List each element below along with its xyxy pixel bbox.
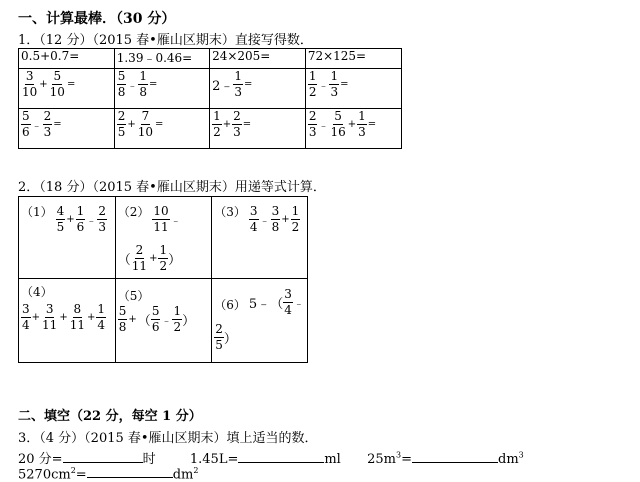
- fraction: $\frac{4}{5}$: [56, 204, 65, 234]
- fraction: $\frac{1}{4}$: [97, 302, 106, 332]
- q2-header: 2．（18 分）（2015 春•雁山区期末）用递等式计算．: [18, 180, 326, 195]
- q1-cell: 1.39﹣0.46=: [114, 49, 209, 69]
- q1-cell: 24×205=: [210, 49, 306, 69]
- fraction: $\frac{2}{11}$: [131, 243, 148, 273]
- q3-item-c-unit-sup: 3: [518, 450, 524, 460]
- fraction: $\frac{3}{4}$: [249, 204, 258, 234]
- q3-item-d-sup: 2: [70, 466, 76, 475]
- section2-heading: 二、填空（22 分，每空 1 分）: [18, 409, 202, 424]
- q2-cell: （1） $\frac{4}{5}$ + $\frac{1}{6}$ ﹣ $\frac{2}{3}$: [19, 197, 116, 279]
- q3-item-d-unit: dm: [172, 467, 194, 482]
- q3-item-d-prefix: 5270cm: [18, 467, 71, 482]
- fraction: $\frac{3}{10}$: [22, 69, 38, 99]
- fraction: $\frac{3}{4}$: [284, 287, 292, 317]
- fraction: $\frac{5}{10}$: [49, 69, 65, 99]
- q3-item-c-sup: 3: [396, 450, 402, 460]
- fraction: $\frac{1}{2}$: [213, 109, 221, 139]
- fraction: $\frac{2}{3}$: [98, 204, 106, 234]
- q2-table: [18, 196, 308, 363]
- q2-tag: （6）: [214, 298, 246, 312]
- answer-blank[interactable]: [238, 462, 324, 463]
- fraction: $\frac{1}{3}$: [330, 69, 339, 99]
- q1-cell: 2﹣ $\frac{1}{3}$ =: [210, 69, 306, 109]
- q1-table: [18, 48, 402, 149]
- q3-item-b-unit: ml: [324, 452, 341, 467]
- fraction: $\frac{2}{3}$: [43, 109, 52, 139]
- q2-tag: （4）: [21, 285, 53, 299]
- q2-tag: （3）: [214, 205, 246, 219]
- fraction: $\frac{1}{6}$: [76, 204, 85, 234]
- fraction: $\frac{3}{11}$: [42, 302, 58, 332]
- q1-cell: $\frac{2}{5}$ + $\frac{7}{10}$ =: [114, 109, 209, 149]
- fraction: $\frac{1}{3}$: [234, 69, 242, 99]
- q3-header: 3．（4 分）（2015 春•雁山区期末）填上适当的数．: [18, 431, 318, 446]
- fraction: $\frac{2}{3}$: [308, 109, 317, 139]
- fraction: $\frac{5}{16}$: [330, 109, 346, 139]
- fraction: $\frac{7}{10}$: [137, 109, 154, 139]
- answer-blank[interactable]: [412, 462, 498, 463]
- q3-item-b-prefix: 1.45L=: [189, 452, 239, 467]
- q1-cell: $\frac{1}{2}$ ﹣ $\frac{1}{3}$ =: [305, 69, 401, 109]
- q2-tag: （1）: [21, 205, 53, 219]
- fraction: $\frac{1}{8}$: [139, 69, 148, 99]
- q2-cell: （4） $\frac{3}{4}$ + $\frac{3}{11}$ + $\frac{8}{11}$ + $\frac{1}{4}$: [19, 279, 116, 363]
- q1-header: 1．（12 分）（2015 春•雁山区期末）直接写得数．: [18, 33, 313, 48]
- q3-item-c-prefix: 25m: [367, 452, 397, 467]
- fraction: $\frac{1}{2}$: [159, 243, 168, 273]
- q1-cell: $\frac{3}{10}$ + $\frac{5}{10}$ =: [19, 69, 115, 109]
- q2-tag: （5）: [117, 289, 150, 303]
- q3-item-c-unit: dm: [498, 452, 519, 467]
- fraction: $\frac{2}{3}$: [233, 109, 241, 139]
- fraction: $\frac{3}{4}$: [22, 302, 30, 332]
- fraction: $\frac{5}{6}$: [151, 304, 160, 334]
- q3-item-c-eq: =: [401, 452, 413, 467]
- q3-line-1: [18, 448, 524, 467]
- fraction: $\frac{2}{5}$: [117, 109, 126, 139]
- fraction: $\frac{3}{8}$: [271, 204, 280, 234]
- q1-cell: $\frac{5}{6}$ ﹣ $\frac{2}{3}$ =: [19, 109, 115, 149]
- fraction: $\frac{1}{2}$: [173, 304, 182, 334]
- q1-cell: $\frac{5}{8}$ ﹣ $\frac{1}{8}$ =: [114, 69, 209, 109]
- q1-cell: 72×125=: [305, 49, 401, 69]
- q1-cell: $\frac{1}{2}$ + $\frac{2}{3}$ =: [210, 109, 306, 149]
- q3-item-a-unit: 时: [142, 452, 156, 467]
- q3-item-a-prefix: 20 分=: [18, 452, 63, 467]
- q2-cell: （3） $\frac{3}{4}$ ﹣ $\frac{3}{8}$ + $\frac{1}{2}$: [212, 197, 308, 279]
- q3-item-d-unit-sup: 2: [193, 466, 199, 475]
- fraction: $\frac{1}{2}$: [291, 204, 300, 234]
- q2-cell: （2） $\frac{10}{11}$ ﹣ （ $\frac{2}{11}$ + $\frac{1}{2}$ ）: [115, 197, 212, 279]
- fraction: $\frac{5}{6}$: [22, 109, 30, 139]
- answer-blank[interactable]: [87, 477, 173, 478]
- fraction: $\frac{1}{3}$: [358, 109, 366, 139]
- q2-cell: （5） $\frac{5}{8}$ + （ $\frac{5}{6}$ ﹣ $\frac{1}{2}$ ）: [115, 279, 212, 363]
- section1-heading: 一、计算最棒．（30 分）: [18, 11, 176, 27]
- fraction: $\frac{8}{11}$: [69, 302, 85, 332]
- answer-blank[interactable]: [63, 462, 143, 463]
- q2-cell: （6） 5﹣（ $\frac{3}{4}$ ﹣ $\frac{2}{5}$ ）: [212, 279, 308, 363]
- q1-cell: $\frac{2}{3}$ ﹣ $\frac{5}{16}$ + $\frac{1}{3}$ =: [305, 109, 401, 149]
- fraction: $\frac{10}{11}$: [153, 204, 169, 234]
- fraction: $\frac{5}{8}$: [118, 304, 127, 334]
- fraction: $\frac{5}{8}$: [117, 69, 126, 99]
- fraction: $\frac{2}{5}$: [215, 322, 223, 352]
- fraction: $\frac{1}{2}$: [308, 69, 317, 99]
- q2-tag: （2）: [117, 205, 150, 219]
- q3-item-d-eq: =: [75, 467, 87, 482]
- q1-cell: 0.5+0.7=: [19, 49, 115, 69]
